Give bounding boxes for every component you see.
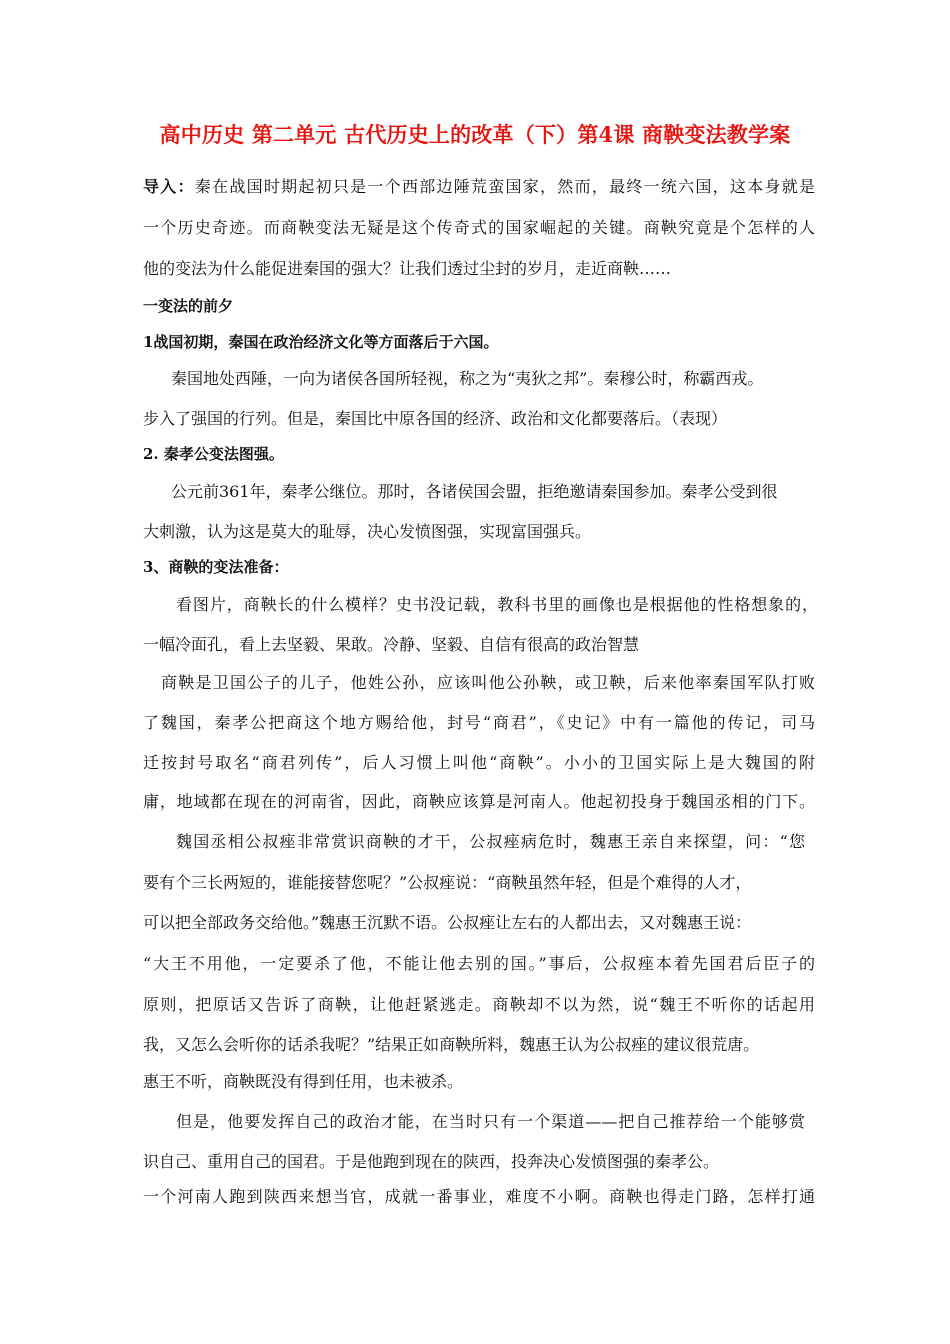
paragraph-line: 原则，把原话又告诉了商鞅，让他赶紧逃走。商鞅却不以为然，说“魏王不听你的话起用 [143, 995, 815, 1014]
paragraph-line: 我，又怎么会听你的话杀我呢？”结果正如商鞅所料，魏惠王认为公叔痤的建议很荒唐。 [143, 1035, 760, 1054]
paragraph-line: 要有个三长两短的，谁能接替您呢？”公叔痤说：“商鞅虽然年轻，但是个难得的人才， [143, 873, 752, 892]
subsection-heading: 3、商鞅的变法准备： [143, 558, 289, 576]
paragraph-line: 商鞅是卫国公子的儿子，他姓公孙，应该叫他公孙鞅，或卫鞅，后来他率秦国军队打败 [161, 673, 815, 692]
subsection-heading: 2. 秦孝公变法图强。 [143, 445, 284, 463]
document-title: 高中历史 第二单元 古代历史上的改革（下）第4课 商鞅变法教学案 [159, 122, 791, 147]
paragraph-text: 秦在战国时期起初只是一个西部边陲荒蛮国家，然而，最终一统六国，这本身就是 [194, 177, 815, 196]
paragraph-line: 公元前361年，秦孝公继位。那时，各诸侯国会盟，拒绝邀请秦国参加。秦孝公受到很 [171, 482, 778, 501]
paragraph-line: 一个历史奇迹。而商鞅变法无疑是这个传奇式的国家崛起的关键。商鞅究竟是个怎样的人 [143, 218, 815, 237]
paragraph-line: “大王不用他，一定要杀了他，不能让他去别的国。”事后，公叔痤本着先国君后臣子的 [143, 954, 815, 973]
intro-line-1 [143, 177, 815, 197]
paragraph-line: 可以把全部政务交给他。”魏惠王沉默不语。公叔痤让左右的人都出去，又对魏惠王说： [143, 913, 752, 932]
paragraph-line: 庸，地域都在现在的河南省，因此，商鞅应该算是河南人。他起初投身于魏国丞相的门下。 [143, 792, 815, 811]
paragraph-line: 大刺激，认为这是莫大的耻辱，决心发愤图强，实现富国强兵。 [143, 522, 592, 541]
paragraph-line: 魏国丞相公叔痤非常赏识商鞅的才干，公叔痤病危时，魏惠王亲自来探望，问：“您 [176, 832, 805, 851]
paragraph-line: 他的变法为什么能促进秦国的强大？让我们透过尘封的岁月，走近商鞅…… [143, 259, 672, 278]
paragraph-line: 但是，他要发挥自己的政治才能，在当时只有一个渠道——把自己推荐给一个能够赏 [176, 1112, 805, 1131]
intro-label: 导入： [143, 177, 195, 196]
section-heading: 一变法的前夕 [143, 297, 234, 315]
subsection-heading: 1战国初期，秦国在政治经济文化等方面落后于六国。 [143, 333, 499, 351]
paragraph-line: 迁按封号取名“商君列传”，后人习惯上叫他“商鞅”。小小的卫国实际上是大魏国的附 [143, 753, 815, 772]
paragraph-line: 一个河南人跑到陕西来想当官，成就一番事业，难度不小啊。商鞅也得走门路，怎样打通 [143, 1187, 815, 1206]
paragraph-line: 步入了强国的行列。但是，秦国比中原各国的经济、政治和文化都要落后。（表现） [143, 409, 728, 428]
paragraph-line: 识自己、重用自己的国君。于是他跑到现在的陕西，投奔决心发愤图强的秦孝公。 [143, 1152, 720, 1171]
paragraph-line: 看图片，商鞅长的什么模样？史书没记载，教科书里的画像也是根据他的性格想象的， [176, 595, 818, 614]
paragraph-line: 了魏国，秦孝公把商这个地方赐给他，封号“商君”，《史记》中有一篇他的传记，司马 [143, 713, 815, 732]
paragraph-line: 惠王不听，商鞅既没有得到任用，也未被杀。 [143, 1072, 464, 1091]
paragraph-line: 秦国地处西陲，一向为诸侯各国所轻视，称之为“夷狄之邦”。秦穆公时，称霸西戎。 [171, 369, 764, 388]
paragraph-line: 一幅冷面孔，看上去坚毅、果敢。冷静、坚毅、自信有很高的政治智慧 [143, 635, 640, 654]
